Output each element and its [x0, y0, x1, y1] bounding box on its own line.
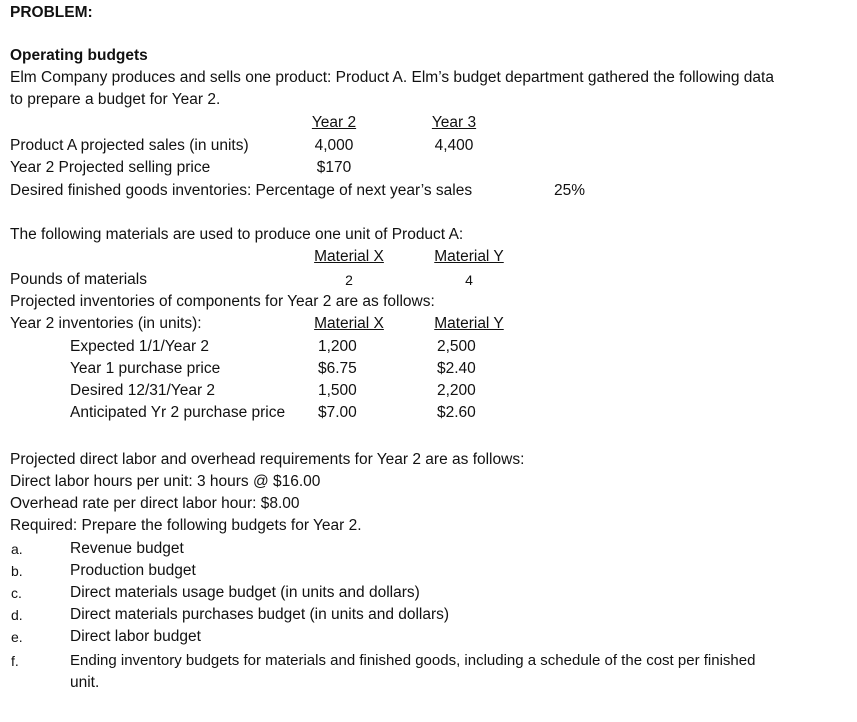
intro-line-2: to prepare a budget for Year 2. [10, 91, 221, 108]
inventories-col-x: Material X [314, 315, 384, 332]
inv-row-label: Desired 12/31/Year 2 [70, 382, 216, 399]
row-sales-label: Product A projected sales (in units) [10, 137, 249, 154]
labor-hours: Direct labor hours per unit: 3 hours @ $16.00 [10, 473, 321, 490]
section-title: Operating budgets [10, 47, 148, 64]
req-letter: a. [11, 541, 23, 557]
req-text: Production budget [70, 562, 196, 579]
inventories-col-y: Material Y [434, 315, 504, 332]
row-price-label: Year 2 Projected selling price [10, 159, 211, 176]
row-price-year2: $170 [316, 159, 352, 176]
pounds-x: 2 [345, 272, 353, 288]
row-inventory-pct: 25% [554, 182, 586, 199]
materials-col-x: Material X [314, 248, 384, 265]
inv-row-y: 2,200 [437, 382, 476, 399]
col-year-2: Year 2 [311, 114, 357, 131]
req-text: Direct materials usage budget (in units and dollars) [70, 584, 420, 601]
inv-row-x: 1,200 [318, 338, 357, 355]
req-letter: f. [11, 653, 19, 669]
labor-intro: Projected direct labor and overhead requirements for Year 2 are as follows: [10, 451, 525, 468]
req-letter: d. [11, 607, 23, 623]
inv-row-x: $7.00 [318, 404, 357, 421]
req-text: Direct labor budget [70, 628, 201, 645]
intro-line-1: Elm Company produces and sells one product: Product A. Elm’s budget department gathered the following data [10, 69, 774, 86]
req-letter: e. [11, 629, 23, 645]
req-text: Direct materials purchases budget (in units and dollars) [70, 606, 450, 623]
inventories-label: Year 2 inventories (in units): [10, 315, 202, 332]
req-text-continued: unit. [70, 674, 100, 691]
materials-col-y: Material Y [434, 248, 504, 265]
inventories-intro: Projected inventories of components for Year 2 are as follows: [10, 293, 435, 310]
row-inventory-label: Desired finished goods inventories: Percentage of next year’s sales [10, 182, 473, 199]
row-sales-year3: 4,400 [434, 137, 474, 154]
inv-row-x: 1,500 [318, 382, 357, 399]
required-line: Required: Prepare the following budgets for Year 2. [10, 517, 362, 534]
inv-row-label: Anticipated Yr 2 purchase price [70, 404, 286, 421]
req-text: Ending inventory budgets for materials and finished goods, including a schedule of the cost per finished [70, 652, 756, 669]
overhead-rate: Overhead rate per direct labor hour: $8.00 [10, 495, 300, 512]
inv-row-y: $2.60 [437, 404, 476, 421]
pounds-y: 4 [465, 272, 473, 288]
row-sales-year2: 4,000 [314, 137, 354, 154]
inv-row-y: $2.40 [437, 360, 476, 377]
materials-intro: The following materials are used to produce one unit of Product A: [10, 226, 464, 243]
inv-row-label: Year 1 purchase price [70, 360, 221, 377]
inv-row-y: 2,500 [437, 338, 476, 355]
inv-row-x: $6.75 [318, 360, 357, 377]
problem-heading: PROBLEM: [10, 4, 93, 21]
req-letter: c. [11, 585, 22, 601]
inv-row-label: Expected 1/1/Year 2 [70, 338, 210, 355]
pounds-label: Pounds of materials [10, 271, 147, 288]
col-year-3: Year 3 [431, 114, 477, 131]
req-letter: b. [11, 563, 23, 579]
req-text: Revenue budget [70, 540, 184, 557]
